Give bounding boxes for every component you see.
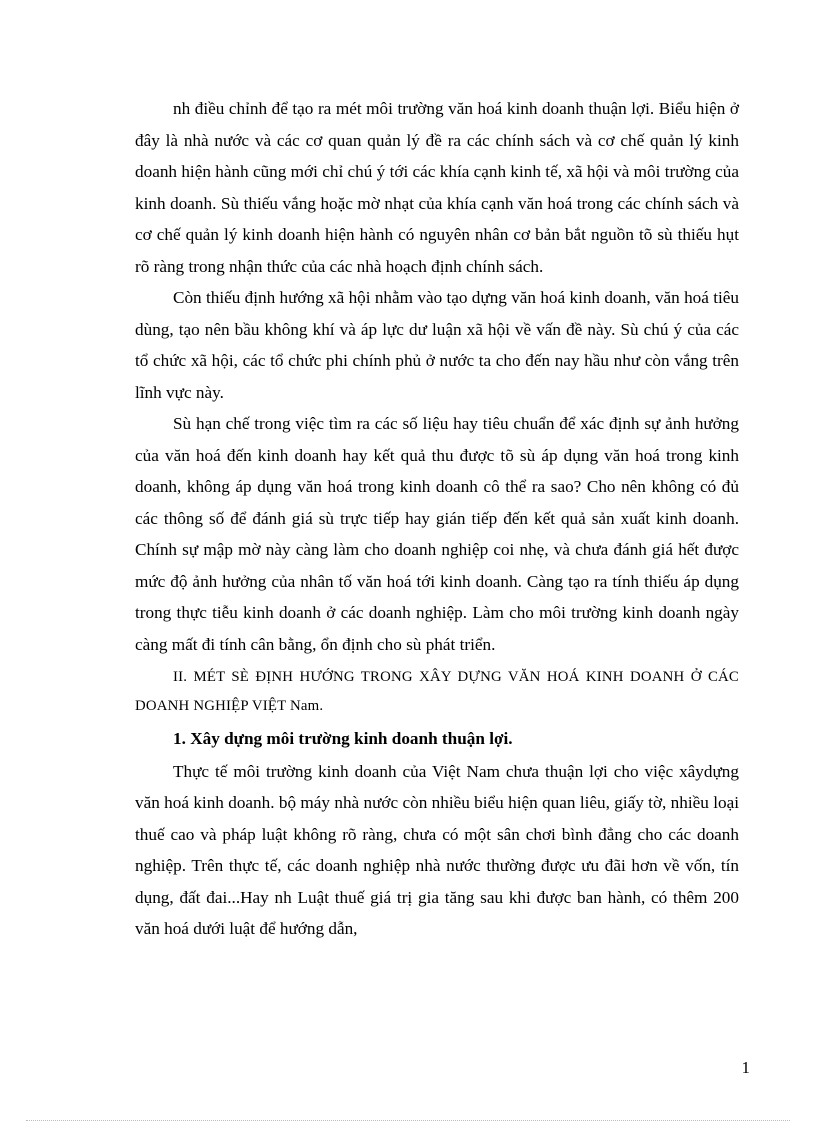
paragraph-2: Còn thiếu định hướng xã hội nhằm vào tạo dựng văn hoá kinh doanh, văn hoá tiêu dùng, tạo nên bầu không khí và áp lực dư luận xã hội về vấn đề này. Sù chú ý của các tổ chức xã hội, các tổ chức phi chính phủ ở nước ta cho đến nay hầu như còn vắng trên lĩnh vực này. bbox=[135, 288, 739, 402]
body-text bbox=[135, 93, 739, 945]
page-divider bbox=[26, 1120, 790, 1121]
paragraph-4: Thực tế môi trường kinh doanh của Việt Nam chưa thuận lợi cho việc xâydựng văn hoá kinh doanh. bộ máy nhà nước còn nhiều biểu hiện quan liêu, giấy tờ, nhiều loại thuế cao và pháp luật không rõ ràng, chưa có một sân chơi bình đẳng cho các doanh nghiệp. Trên thực tế, các doanh nghiệp nhà nước thường được ưu đãi hơn về vốn, tín dụng, đất đai...Hay nh Luật thuế giá trị gia tăng sau khi được ban hành, có thêm 200 văn hoá dưới luật để hướng dẫn, bbox=[135, 761, 739, 938]
section-heading: II. MÉT SÈ ĐỊNH HƯỚNG TRONG XÂY DỰNG VĂN HOÁ KINH DOANH Ở CÁC DOANH NGHIỆP VIỆT Nam. bbox=[135, 669, 739, 714]
subsection-heading: 1. Xây dựng môi trường kinh doanh thuận lợi. bbox=[173, 729, 513, 748]
paragraph-3: Sù hạn chế trong việc tìm ra các số liệu hay tiêu chuẩn để xác định sự ảnh hưởng của văn hoá đến kinh doanh hay kết quả thu được tõ sù áp dụng văn hoá trong kinh doanh, không áp dụng văn hoá trong kinh doanh cô thể ra sao? Cho nên không có đủ các thông số để đánh giá sù trực tiếp hay gián tiếp đến kết quả sản xuất kinh doanh. Chính sự mập mờ này càng làm cho doanh nghiệp coi nhẹ, và chưa đánh giá hết được mức độ ảnh hưởng của nhân tố văn hoá tới kinh doanh. Càng tạo ra tính thiếu áp dụng trong thực tiễu kinh doanh ở các doanh nghiệp. Làm cho môi trường kinh doanh ngày càng mất đi tính cân bằng, ổn định cho sù phát triển. bbox=[135, 414, 739, 654]
page-number: 1 bbox=[741, 1058, 750, 1077]
paragraph-1: nh điều chỉnh để tạo ra mét môi trường văn hoá kinh doanh thuận lợi. Biểu hiện ở đây là nhà nước và các cơ quan quản lý đề ra các chính sách và cơ chế quản lý kinh doanh hiện hành cũng mới chỉ chú ý tới các khía cạnh kinh tế, xã hội và môi trường của kinh doanh. Sù thiếu vắng hoặc mờ nhạt của khía cạnh văn hoá trong các chính sách và cơ chế quản lý kinh doanh hiện hành có nguyên nhân cơ bản bắt nguồn tõ sù thiếu hụt rõ ràng trong nhận thức của các nhà hoạch định chính sách. bbox=[135, 99, 739, 276]
